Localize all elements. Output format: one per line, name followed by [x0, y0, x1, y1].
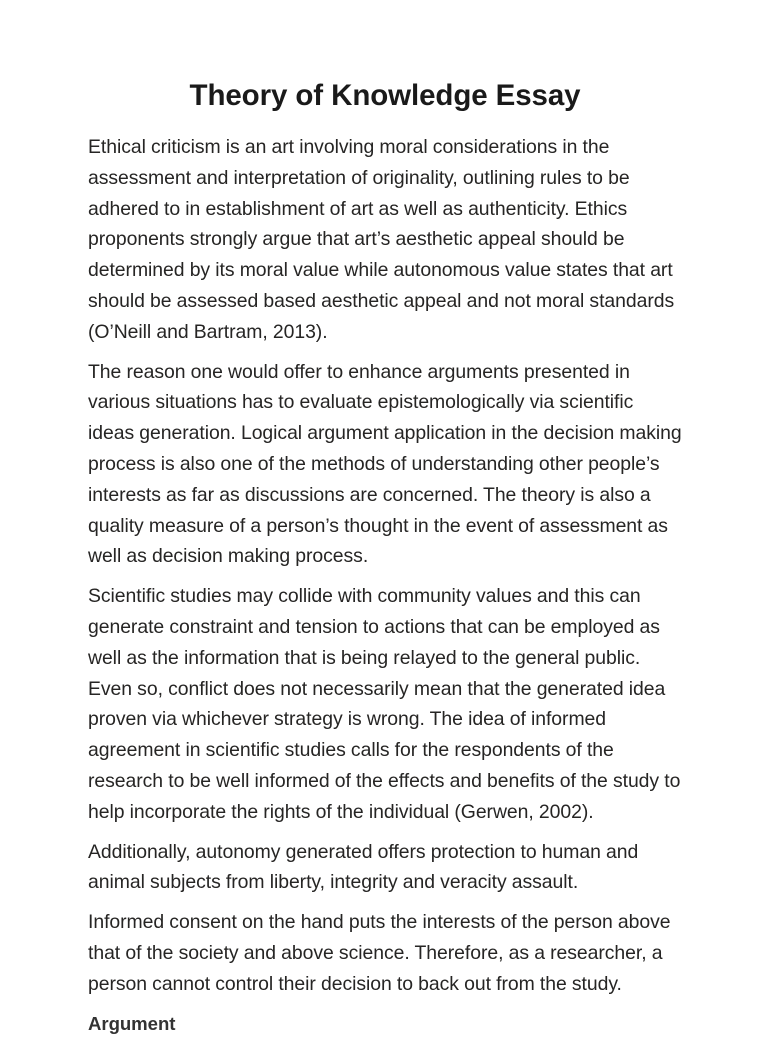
paragraph-4: Additionally, autonomy generated offers protection to human and animal subjects from liberty, integrity and veracity assault. [88, 840, 639, 894]
document-text-column [88, 78, 682, 1048]
paragraph-1: Ethical criticism is an art involving moral considerations in the assessment and interpretation of originality, outlining rules to be adhered to in establishment of art as well as authenticity. Ethics proponents strongly argue that art’s aesthetic appeal should be determined by its moral value while autonomous value states that art should be assessed based aesthetic appeal and not moral standards (O’Neill and Bartram, 2013). [88, 136, 675, 343]
page-title: Theory of Knowledge Essay [189, 79, 581, 112]
paragraph-5: Informed consent on the hand puts the interests of the person above that of the society and above science. Therefore, as a researcher, a person cannot control their decision to back out from the study. [88, 911, 671, 995]
paragraph-2: The reason one would offer to enhance arguments presented in various situations has to evaluate epistemologically via scientific ideas generation. Logical argument application in the decision making process is also one of the methods of understanding other people’s interests as far as discussions are concerned. The theory is also a quality measure of a person’s thought in the event of assessment as well as decision making process. [88, 360, 682, 568]
section-heading-argument: Argument [88, 1012, 176, 1034]
paragraph-3: Scientific studies may collide with community values and this can generate constraint and tension to actions that can be employed as well as the information that is being relayed to the general public. Even so, conflict does not necessarily mean that the generated idea proven via whichever strategy is wrong. The idea of informed agreement in scientific studies calls for the respondents of the research to be well informed of the effects and benefits of the study to help incorporate the rights of the individual (Gerwen, 2002). [88, 585, 681, 823]
